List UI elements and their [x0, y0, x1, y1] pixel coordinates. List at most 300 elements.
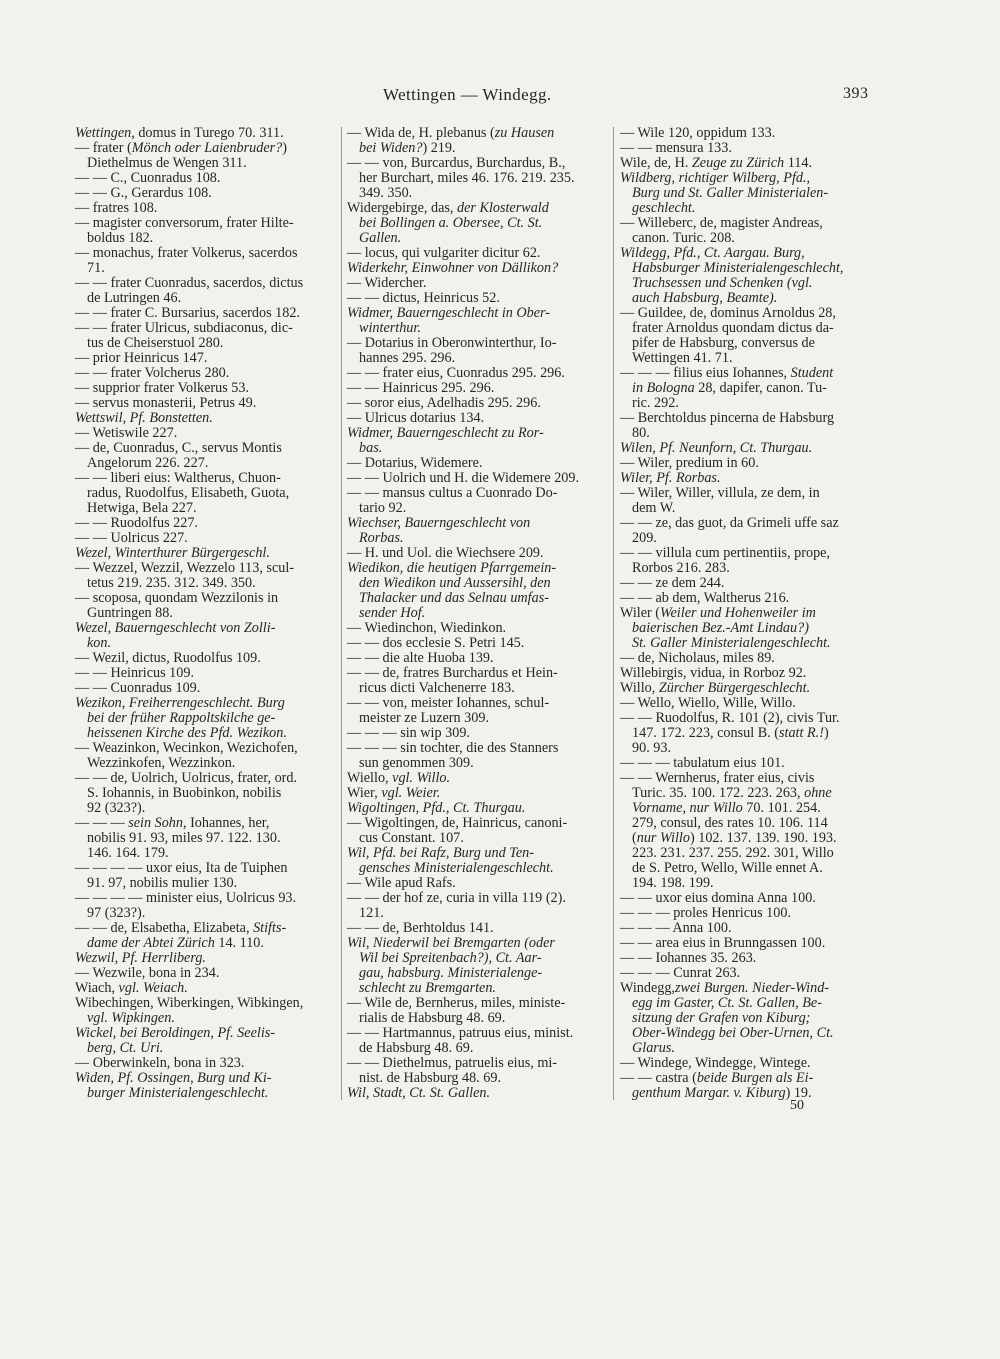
index-entry [620, 456, 882, 471]
index-entry [75, 246, 337, 276]
entry-first-line [75, 246, 337, 261]
roman-text: — — Heinricus 109. [75, 665, 195, 681]
entry-first-line [347, 516, 606, 531]
index-entry [347, 621, 606, 636]
entry-first-line [75, 1056, 337, 1071]
entry-first-line [75, 321, 337, 336]
entry-first-line [620, 141, 882, 156]
entry-continuation-line [620, 1041, 882, 1056]
roman-text: 349. 350. [359, 185, 413, 201]
entry-first-line [347, 561, 606, 576]
roman-text: Hetwiga, Bela 227. [87, 500, 197, 516]
entry-continuation-line [620, 501, 882, 516]
italic-text: Wiechser, Bauerngeschlecht von [347, 515, 531, 531]
index-entry [75, 201, 337, 216]
index-entry [620, 366, 882, 411]
italic-text: vgl. Weiach. [118, 980, 188, 996]
roman-text: Angelorum 226. 227. [87, 455, 209, 471]
entry-continuation-line [347, 441, 606, 456]
roman-text: — — dos ecclesie S. Petri 145. [347, 635, 525, 651]
entry-continuation-line [620, 876, 882, 891]
roman-text: 91. 97, nobilis mulier 130. [87, 875, 238, 891]
index-entry [75, 981, 337, 996]
roman-text: de Habsburg 48. 69. [359, 1040, 474, 1056]
roman-text: Wile, de, H. [620, 155, 692, 171]
index-entry [347, 1026, 606, 1056]
roman-text: — — Iohannes 35. 263. [620, 950, 757, 966]
roman-text: Willo, [620, 680, 659, 696]
entry-first-line [75, 861, 337, 876]
index-entry [75, 621, 337, 651]
entry-continuation-line [347, 711, 606, 726]
roman-text: — — frater Cuonradus, sacerdos, dictus [75, 275, 304, 291]
index-entry [75, 306, 337, 321]
roman-text: Wier, [347, 785, 382, 801]
roman-text: — de, Cuonradus, C., servus Montis [75, 440, 282, 456]
entry-continuation-line [347, 606, 606, 621]
italic-text: Vorname, nur Willo [632, 800, 743, 816]
roman-text: sun genommen 309. [359, 755, 474, 771]
roman-text: — — de, Berhtoldus 141. [347, 920, 494, 936]
entry-first-line [347, 996, 606, 1011]
roman-text: tario 92. [359, 500, 407, 516]
roman-text: — — — Anna 100. [620, 920, 732, 936]
roman-text: — — — proles Henricus 100. [620, 905, 792, 921]
entry-continuation-line [347, 171, 606, 186]
roman-text: — soror eius, Adelhadis 295. 296. [347, 395, 541, 411]
index-entry [620, 771, 882, 891]
entry-first-line [75, 471, 337, 486]
roman-text: — supprior frater Volkerus 53. [75, 380, 250, 396]
entry-first-line [620, 651, 882, 666]
italic-text: schlecht zu Bremgarten. [359, 980, 496, 996]
roman-text: — — Cuonradus 109. [75, 680, 201, 696]
entry-first-line [75, 306, 337, 321]
entry-first-line [75, 531, 337, 546]
entry-first-line [620, 246, 882, 261]
index-entry [75, 771, 337, 816]
column-rule [613, 127, 614, 1100]
index-entry [75, 651, 337, 666]
italic-text: Habsburger Ministerialengeschlecht, [632, 260, 844, 276]
entry-first-line [620, 921, 882, 936]
italic-text: Ober-Windegg bei Ober-Urnen, Ct. [632, 1025, 834, 1041]
entry-first-line [347, 261, 606, 276]
entry-first-line [347, 696, 606, 711]
roman-text: 121. [359, 905, 384, 921]
entry-first-line [620, 891, 882, 906]
index-entry [347, 246, 606, 261]
index-entry [75, 741, 337, 771]
index-entry [75, 366, 337, 381]
index-entry [75, 171, 337, 186]
roman-text: — Wetiswile 227. [75, 425, 178, 441]
roman-text: — scoposa, quondam Wezzilonis in [75, 590, 279, 606]
entry-first-line [347, 381, 606, 396]
entry-first-line [75, 921, 337, 936]
index-entry [347, 921, 606, 936]
entry-continuation-line [347, 681, 606, 696]
roman-text: — de, Nicholaus, miles 89. [620, 650, 775, 666]
index-entry [75, 126, 337, 141]
roman-text: ricus dicti Valchenerre 183. [359, 680, 515, 696]
entry-continuation-line [75, 156, 337, 171]
index-entry [620, 891, 882, 906]
entry-first-line [347, 396, 606, 411]
roman-text: 279, consul, des rates 10. 106. 114 [632, 815, 828, 831]
entry-continuation-line [347, 906, 606, 921]
entry-first-line [75, 546, 337, 561]
index-entry [347, 411, 606, 426]
italic-text: genthum Margar. v. Kiburg [632, 1085, 786, 1101]
roman-text: — — mensura 133. [620, 140, 732, 156]
entry-first-line [347, 246, 606, 261]
italic-text: bei Widen? [359, 140, 423, 156]
entry-continuation-line [75, 1041, 337, 1056]
entry-continuation-line [75, 576, 337, 591]
roman-text: Wiler ( [620, 605, 660, 621]
italic-text: zwei Burgen. Nieder-Wind- [674, 980, 830, 996]
roman-text: — — Hainricus 295. 296. [347, 380, 495, 396]
entry-continuation-line [347, 1011, 606, 1026]
roman-text: — Weazinkon, Wecinkon, Wezichofen, [75, 740, 298, 756]
entry-first-line [347, 486, 606, 501]
index-entry [75, 666, 337, 681]
entry-continuation-line [620, 1026, 882, 1041]
roman-text: — Wezzel, Wezzil, Wezzelo 113, scul- [75, 560, 295, 576]
roman-text: meister ze Luzern 309. [359, 710, 489, 726]
index-entry [75, 921, 337, 951]
italic-text: Weiler und Hohenweiler im [660, 605, 816, 621]
italic-text: Stifts- [253, 920, 287, 936]
roman-text: — — liberi eius: Waltherus, Chuon- [75, 470, 281, 486]
index-entry [620, 486, 882, 516]
entry-continuation-line [75, 846, 337, 861]
entry-first-line [347, 876, 606, 891]
italic-text: den Wiedikon und Aussersihl, den [359, 575, 551, 591]
roman-text: Wiello, [347, 770, 393, 786]
italic-text: Wezel, Bauerngeschlecht von Zolli- [75, 620, 276, 636]
roman-text: — Wigoltingen, de, Hainricus, canoni- [347, 815, 568, 831]
entry-continuation-line [620, 1086, 882, 1101]
index-entry [75, 351, 337, 366]
roman-text: — — ab dem, Waltherus 216. [620, 590, 790, 606]
roman-text: — Wida de, H. plebanus ( [347, 125, 495, 141]
italic-text: sein Sohn [128, 815, 183, 831]
italic-text: Widmer, Bauerngeschlecht in Ober- [347, 305, 551, 321]
signature-mark: 50 [790, 1098, 804, 1113]
index-entry [620, 156, 882, 171]
entry-continuation-line [620, 801, 882, 816]
index-entry [347, 546, 606, 561]
entry-first-line [620, 216, 882, 231]
roman-text: ric. 292. [632, 395, 679, 411]
index-entry [347, 741, 606, 771]
index-entry [75, 996, 337, 1026]
entry-continuation-line [620, 351, 882, 366]
roman-text: 209. [632, 530, 657, 546]
roman-text: ) [823, 725, 829, 741]
roman-text: de S. Petro, Wello, Wille ennet A. [632, 860, 823, 876]
index-column [347, 126, 606, 1101]
italic-text: Wildberg, richtiger Wilberg, Pfd., [620, 170, 811, 186]
roman-text: — — die alte Huoba 139. [347, 650, 494, 666]
roman-text: 223. 231. 237. 255. 292. 301, Willo [632, 845, 834, 861]
index-entry [620, 306, 882, 366]
italic-text: Wil, Niederwil bei Bremgarten (oder [347, 935, 555, 951]
roman-text: — Wiedinchon, Wiedinkon. [347, 620, 507, 636]
index-entry [75, 276, 337, 306]
index-entry [75, 561, 337, 591]
entry-continuation-line [620, 861, 882, 876]
index-entry [347, 366, 606, 381]
index-entry [347, 636, 606, 651]
entry-continuation-line [75, 726, 337, 741]
entry-continuation-line [347, 591, 606, 606]
column-rule [341, 127, 342, 1100]
entry-continuation-line [347, 1071, 606, 1086]
roman-text: ) 19. [785, 1085, 812, 1101]
index-entry [620, 546, 882, 576]
italic-text: Gallen. [359, 230, 402, 246]
index-entry [620, 1071, 882, 1101]
italic-text: burger Ministerialengeschlecht. [87, 1085, 269, 1101]
roman-text: rialis de Habsburg 48. 69. [359, 1010, 506, 1026]
roman-text: — — — — uxor eius, Ita de Tuiphen [75, 860, 288, 876]
entry-first-line [75, 366, 337, 381]
index-entry [347, 561, 606, 621]
italic-text: vgl. Willo. [392, 770, 451, 786]
roman-text: — — Uolrich und H. die Widemere 209. [347, 470, 580, 486]
index-entry [620, 606, 882, 651]
entry-first-line [75, 891, 337, 906]
roman-text: — — castra ( [620, 1070, 697, 1086]
entry-first-line [75, 201, 337, 216]
italic-text: vgl. Weier. [381, 785, 441, 801]
roman-text: , Iohannes, her, [182, 815, 270, 831]
roman-text: — magister conversorum, frater Hilte- [75, 215, 294, 231]
italic-text: Wigoltingen, Pfd., Ct. Thurgau. [347, 800, 526, 816]
italic-text: Student [790, 365, 834, 381]
index-entry [620, 576, 882, 591]
index-entry [620, 1056, 882, 1071]
entry-continuation-line [75, 636, 337, 651]
entry-continuation-line [75, 831, 337, 846]
italic-text: Wezikon, Freiherrengeschlecht. Burg [75, 695, 285, 711]
entry-first-line [620, 966, 882, 981]
entry-continuation-line [620, 636, 882, 651]
roman-text: boldus 182. [87, 230, 154, 246]
roman-text: — — ze, das guot, da Grimeli uffe saz [620, 515, 839, 531]
entry-first-line [75, 981, 337, 996]
italic-text: nur Willo [636, 830, 690, 846]
entry-first-line [347, 201, 606, 216]
index-entry [347, 666, 606, 696]
entry-first-line [620, 906, 882, 921]
italic-text: Wil, Pfd. bei Rafz, Burg und Ten- [347, 845, 534, 861]
index-entry [347, 801, 606, 816]
entry-continuation-line [347, 981, 606, 996]
italic-text: der Klosterwald [457, 200, 549, 216]
entry-first-line [347, 1086, 606, 1101]
entry-first-line [620, 696, 882, 711]
roman-text: — fratres 108. [75, 200, 158, 216]
roman-text: — Wezwile, bona in 234. [75, 965, 220, 981]
entry-continuation-line [347, 231, 606, 246]
entry-continuation-line [75, 1086, 337, 1101]
roman-text: 14. 110. [214, 935, 264, 951]
entry-first-line [347, 786, 606, 801]
entry-first-line [620, 171, 882, 186]
roman-text: S. Iohannis, in Buobinkon, nobilis [87, 785, 282, 801]
roman-text: — — — Cunrat 263. [620, 965, 741, 981]
index-entry [347, 126, 606, 156]
index-entry [347, 726, 606, 741]
entry-first-line [620, 936, 882, 951]
entry-first-line [620, 1056, 882, 1071]
entry-first-line [75, 1071, 337, 1086]
entry-first-line [75, 396, 337, 411]
entry-continuation-line [347, 531, 606, 546]
italic-text: Wettswil, Pf. Bonstetten. [75, 410, 213, 426]
entry-first-line [620, 951, 882, 966]
entry-first-line [75, 771, 337, 786]
index-entry [347, 516, 606, 546]
entry-first-line [347, 936, 606, 951]
italic-text: baierischen Bez.-Amt Lindau?) [632, 620, 809, 636]
entry-continuation-line [620, 426, 882, 441]
roman-text: — frater ( [75, 140, 132, 156]
entry-continuation-line [347, 831, 606, 846]
italic-text: winterthur. [359, 320, 421, 336]
entry-first-line [347, 816, 606, 831]
entry-continuation-line [620, 261, 882, 276]
italic-text: Zeuge zu Zürich [691, 155, 785, 171]
index-entry [75, 216, 337, 246]
index-entry [347, 996, 606, 1026]
roman-text: Wibechingen, Wiberkingen, Wibkingen, [75, 995, 304, 1011]
entry-first-line [75, 141, 337, 156]
index-entry [620, 516, 882, 546]
entry-continuation-line [75, 801, 337, 816]
entry-continuation-line [620, 396, 882, 411]
entry-first-line [620, 126, 882, 141]
entry-first-line [75, 126, 337, 141]
roman-text: — — ze dem 244. [620, 575, 725, 591]
roman-text: — — villula cum pertinentiis, prope, [620, 545, 831, 561]
index-entry [75, 186, 337, 201]
entry-first-line [75, 351, 337, 366]
roman-text: — — Diethelmus, patruelis eius, mi- [347, 1055, 558, 1071]
entry-continuation-line [347, 186, 606, 201]
italic-text: kon. [87, 635, 112, 651]
index-entry [347, 156, 606, 201]
entry-first-line [347, 546, 606, 561]
roman-text: 97 (323?). [87, 905, 146, 921]
entry-first-line [347, 891, 606, 906]
entry-continuation-line [620, 186, 882, 201]
entry-first-line [347, 1056, 606, 1071]
entry-first-line [620, 516, 882, 531]
roman-text: — — der hof ze, curia in villa 119 (2). [347, 890, 566, 906]
entry-first-line [75, 591, 337, 606]
roman-text: — — frater eius, Cuonradus 295. 296. [347, 365, 565, 381]
entry-continuation-line [620, 786, 882, 801]
roman-text: de Lutringen 46. [87, 290, 182, 306]
roman-text: ) 102. 137. 139. 190. 193. [689, 830, 837, 846]
italic-text: Wiler, Pf. Rorbas. [620, 470, 721, 486]
index-entry [347, 771, 606, 786]
entry-first-line [347, 741, 606, 756]
index-entry [620, 951, 882, 966]
entry-continuation-line [620, 621, 882, 636]
italic-text: egg im Gaster, Ct. St. Gallen, Be- [632, 995, 822, 1011]
entry-first-line [620, 486, 882, 501]
roman-text: her Burchart, miles 46. 176. 219. 235. [359, 170, 575, 186]
italic-text: Wezel, Winterthurer Bürgergeschl. [75, 545, 270, 561]
roman-text: nobilis 91. 93, miles 97. 122. 130. [87, 830, 281, 846]
roman-text: tetus 219. 235. 312. 349. 350. [87, 575, 256, 591]
roman-text: Diethelmus de Wengen 311. [87, 155, 247, 171]
entry-continuation-line [347, 141, 606, 156]
roman-text: — — Wernherus, frater eius, civis [620, 770, 815, 786]
index-entry [620, 906, 882, 921]
entry-first-line [620, 666, 882, 681]
entry-first-line [75, 966, 337, 981]
entry-first-line [620, 306, 882, 321]
entry-continuation-line [620, 276, 882, 291]
roman-text: Rorbos 216. 283. [632, 560, 730, 576]
roman-text: — Berchtoldus pincerna de Habsburg [620, 410, 835, 426]
roman-text: — Dotarius in Oberonwinterthur, Io- [347, 335, 557, 351]
italic-text: heissenen Kirche des Pfd. Wezikon. [87, 725, 287, 741]
entry-first-line [347, 276, 606, 291]
roman-text: — — de, Uolrich, Uolricus, frater, ord. [75, 770, 298, 786]
entry-first-line [75, 381, 337, 396]
entry-first-line [75, 441, 337, 456]
italic-text: Wil bei Spreitenbach?), Ct. Aar- [359, 950, 542, 966]
index-entry [620, 711, 882, 756]
entry-first-line [620, 546, 882, 561]
roman-text: Guntringen 88. [87, 605, 173, 621]
italic-text: ohne [804, 785, 832, 801]
entry-first-line [347, 456, 606, 471]
index-entry [347, 1086, 606, 1101]
italic-text: Widerkehr, Einwohner von Dällikon? [347, 260, 559, 276]
entry-continuation-line [75, 1011, 337, 1026]
roman-text: ) 219. [422, 140, 456, 156]
entry-continuation-line [347, 861, 606, 876]
entry-continuation-line [75, 756, 337, 771]
roman-text: — — uxor eius domina Anna 100. [620, 890, 816, 906]
roman-text: 146. 164. 179. [87, 845, 169, 861]
index-entry [620, 651, 882, 666]
roman-text: — — — — minister eius, Uolricus 93. [75, 890, 297, 906]
roman-text: canon. Turic. 208. [632, 230, 735, 246]
roman-text: — Willeberc, de, magister Andreas, [620, 215, 823, 231]
entry-first-line [620, 471, 882, 486]
entry-first-line [620, 441, 882, 456]
entry-first-line [75, 996, 337, 1011]
roman-text: Widergebirge, das, [347, 200, 458, 216]
entry-continuation-line [620, 531, 882, 546]
roman-text: — locus, qui vulgariter dicitur 62. [347, 245, 541, 261]
index-entry [347, 816, 606, 846]
italic-text: sitzung der Grafen von Kiburg; [632, 1010, 811, 1026]
entry-continuation-line [347, 966, 606, 981]
roman-text: — Wezil, dictus, Ruodolfus 109. [75, 650, 261, 666]
roman-text: — — de, Elsabetha, Elizabeta, [75, 920, 254, 936]
